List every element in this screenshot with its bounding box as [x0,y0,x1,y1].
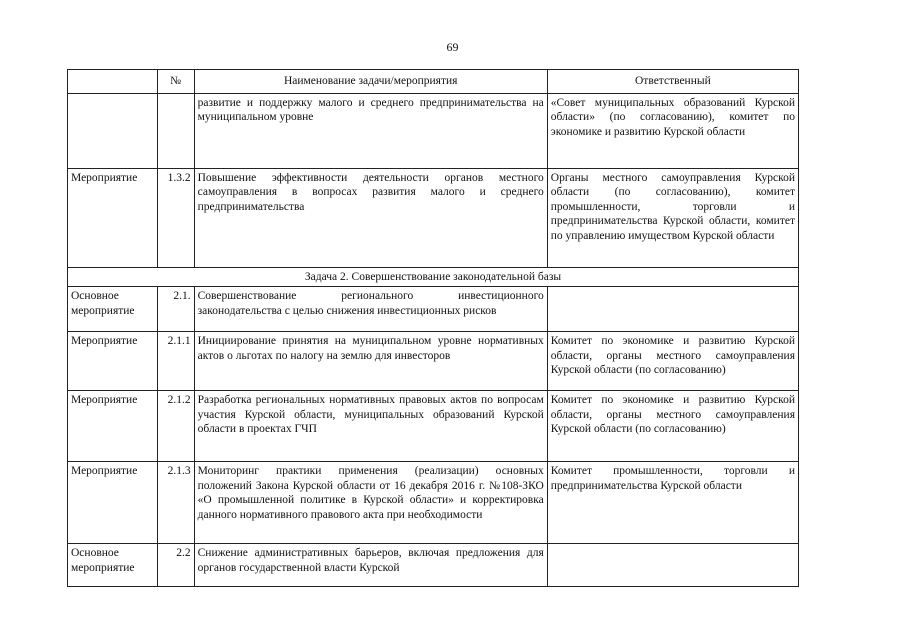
table-row [68,168,799,267]
section-title: Задача 2. Совершенствование законодательной базы [68,267,799,287]
row-type: Основное мероприятие [68,544,158,587]
row-responsible [547,544,798,587]
row-number: 2.1.1 [157,332,194,391]
row-task: Снижение административных барьеров, включая предложения для органов государственной власти Курской [194,544,547,587]
table-header-row [68,70,799,94]
row-number: 2.2 [157,544,194,587]
row-number: 2.1.2 [157,391,194,462]
header-number: № [157,70,194,94]
row-task: Повышение эффективности деятельности органов местного самоуправления в вопросах развития малого и среднего предпринимательства [194,168,547,267]
row-task: развитие и поддержку малого и среднего предпринимательства на муниципальном уровне [194,93,547,168]
row-number: 2.1. [157,287,194,332]
measures-table [67,69,799,587]
row-responsible [547,287,798,332]
row-type: Мероприятие [68,462,158,544]
row-responsible: «Совет муниципальных образований Курской области» (по согласованию), комитет по экономике и развитию Курской области [547,93,798,168]
row-task: Совершенствование регионального инвестиционного законодательства с целью снижения инвестиционных рисков [194,287,547,332]
section-row [68,267,799,287]
header-type [68,70,158,94]
table-row [68,462,799,544]
header-task: Наименование задачи/мероприятия [194,70,547,94]
row-number [157,93,194,168]
table-row [68,93,799,168]
row-task: Инициирование принятия на муниципальном уровне нормативных актов о льготах по налогу на землю для инвесторов [194,332,547,391]
table-row [68,544,799,587]
table-row [68,287,799,332]
header-responsible: Ответственный [547,70,798,94]
row-responsible: Комитет по экономике и развитию Курской области, органы местного самоуправления Курской области (по согласованию) [547,332,798,391]
row-number: 1.3.2 [157,168,194,267]
table-row [68,332,799,391]
row-type: Мероприятие [68,332,158,391]
page-number: 69 [446,40,459,54]
row-number: 2.1.3 [157,462,194,544]
row-responsible: Органы местного самоуправления Курской области (по согласованию), комитет промышленности, торговли и предпринимательства Курской области, комитет по управлению имуществом Курской области [547,168,798,267]
row-type [68,93,158,168]
row-responsible: Комитет по экономике и развитию Курской области, органы местного самоуправления Курской области (по согласованию) [547,391,798,462]
row-task: Мониторинг практики применения (реализации) основных положений Закона Курской области от 16 декабря 2016 г. №108-ЗКО «О промышленной политике в Курской области» и корректировка данного нормативного правового акта при необходимости [194,462,547,544]
row-responsible: Комитет промышленности, торговли и предпринимательства Курской области [547,462,798,544]
row-type: Мероприятие [68,168,158,267]
row-type: Основное мероприятие [68,287,158,332]
row-type: Мероприятие [68,391,158,462]
table-row [68,391,799,462]
row-task: Разработка региональных нормативных правовых актов по вопросам участия Курской области, муниципальных образований Курской области в проектах ГЧП [194,391,547,462]
